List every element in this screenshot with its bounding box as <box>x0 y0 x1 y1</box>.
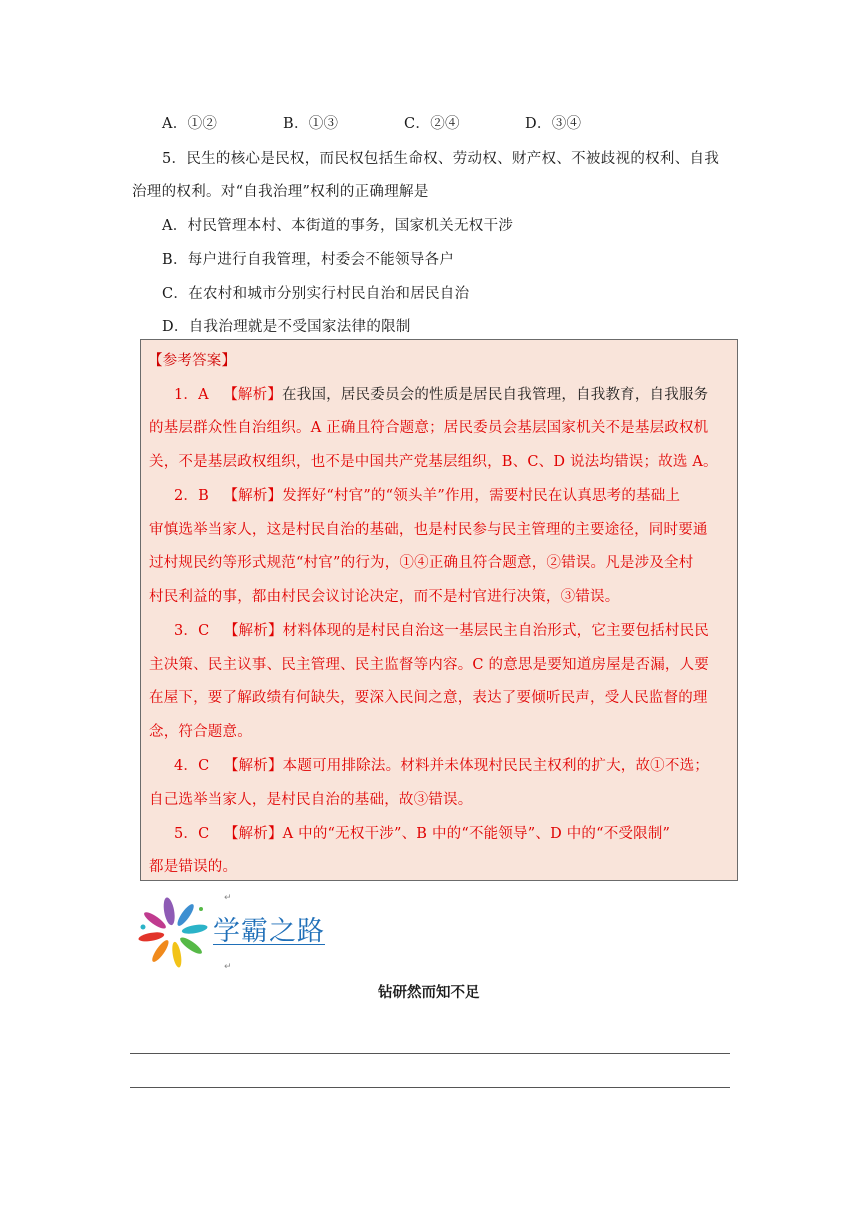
answer-item-2-text-1: 发挥好“村官”的“领头羊”作用，需要村民在认真思考的基础上 <box>282 488 681 504</box>
paragraph-mark: ↵ <box>224 893 232 903</box>
answer-item-3-text-1: 材料体现的是村民自治这一基层民主自治形式，它主要包括村民民 <box>282 623 709 639</box>
answer-item-5-num: 5．C <box>174 826 210 842</box>
motto: 钻研然而知不足 <box>378 985 480 1001</box>
choice-a: A．①② <box>162 116 218 132</box>
answer-item-1-tag: 【解析】 <box>223 387 283 403</box>
answer-item-3-line-1 <box>174 619 709 640</box>
option-c: C．在农村和城市分别实行村民自治和居民自治 <box>162 286 470 302</box>
answer-item-2-line-1 <box>174 484 680 505</box>
answer-item-1-text-1: 在我国，居民委员会的性质是居民自我管理，自我教育，自我服务 <box>282 387 709 403</box>
answer-item-2-line-4: 村民利益的事，都由村民会议讨论决定，而不是村官进行决策，③错误。 <box>149 589 620 605</box>
answer-item-5-text-1: A 中的“无权干涉”、B 中的“不能领导”、D 中的“不受限制” <box>282 826 671 842</box>
answer-item-1-line-1 <box>174 383 708 404</box>
answer-item-4-line-1 <box>174 754 709 775</box>
answer-item-4-text-1: 本题可用排除法。材料并未体现村民民主权利的扩大，故①不选； <box>282 758 709 774</box>
answer-item-3-line-4: 念，符合题意。 <box>149 724 252 740</box>
answer-item-3-num: 3．C <box>174 623 210 639</box>
answer-item-1-num: 1．A <box>174 387 209 403</box>
answer-item-2-line-3: 过村规民约等形式规范“村官”的行为，①④正确且符合题意，②错误。凡是涉及全村 <box>149 555 694 571</box>
answer-item-3-line-3: 在屋下，要了解政绩有何缺失，要深入民间之意，表达了要倾听民声，受人民监督的理 <box>149 690 708 706</box>
answer-item-2-tag: 【解析】 <box>223 488 283 504</box>
answer-item-3-tag: 【解析】 <box>223 623 283 639</box>
logo-text: 学霸之路 <box>213 916 325 947</box>
answer-item-2-num: 2．B <box>174 488 209 504</box>
choice-d: D．③④ <box>525 116 582 132</box>
choice-c: C．②④ <box>404 116 460 132</box>
divider-line <box>130 1087 730 1088</box>
answer-item-5-line-1 <box>174 822 670 843</box>
option-a: A．村民管理本村、本街道的事务，国家机关无权干涉 <box>162 218 514 234</box>
answer-item-5-tag: 【解析】 <box>223 826 283 842</box>
answer-item-5-line-2: 都是错误的。 <box>149 859 238 875</box>
choice-b: B．①③ <box>283 116 339 132</box>
question-stem-line2: 治理的权利。对“自我治理”权利的正确理解是 <box>132 184 429 200</box>
answer-item-2-line-2: 审慎选举当家人，这是村民自治的基础，也是村民参与民主管理的主要途径，同时要通 <box>149 522 708 538</box>
answer-item-4-line-2: 自己选举当家人，是村民自治的基础，故③错误。 <box>149 792 473 808</box>
divider-line <box>130 1053 730 1054</box>
answer-item-4-tag: 【解析】 <box>223 758 283 774</box>
answer-box <box>140 339 738 881</box>
answer-item-1-line-3: 关，不是基层政权组织，也不是中国共产党基层组织，B、C、D 说法均错误；故选 A。 <box>149 454 718 470</box>
question-stem-line1: 5．民生的核心是民权，而民权包括生命权、劳动权、财产权、不被歧视的权利、自我 <box>162 151 720 167</box>
answer-item-4-num: 4．C <box>174 758 210 774</box>
option-b: B．每户进行自我管理，村委会不能领导各户 <box>162 252 455 268</box>
answer-title: 【参考答案】 <box>148 353 237 369</box>
paragraph-mark: ↵ <box>224 962 232 972</box>
option-d: D．自我治理就是不受国家法律的限制 <box>162 319 411 335</box>
answer-item-3-line-2: 主决策、民主议事、民主管理、民主监督等内容。C 的意思是要知道房屋是否漏，人要 <box>149 657 710 673</box>
question-choices <box>162 112 581 133</box>
answer-item-1-line-2: 的基层群众性自治组织。A 正确且符合题意；居民委员会基层国家机关不是基层政权机 <box>149 420 709 436</box>
